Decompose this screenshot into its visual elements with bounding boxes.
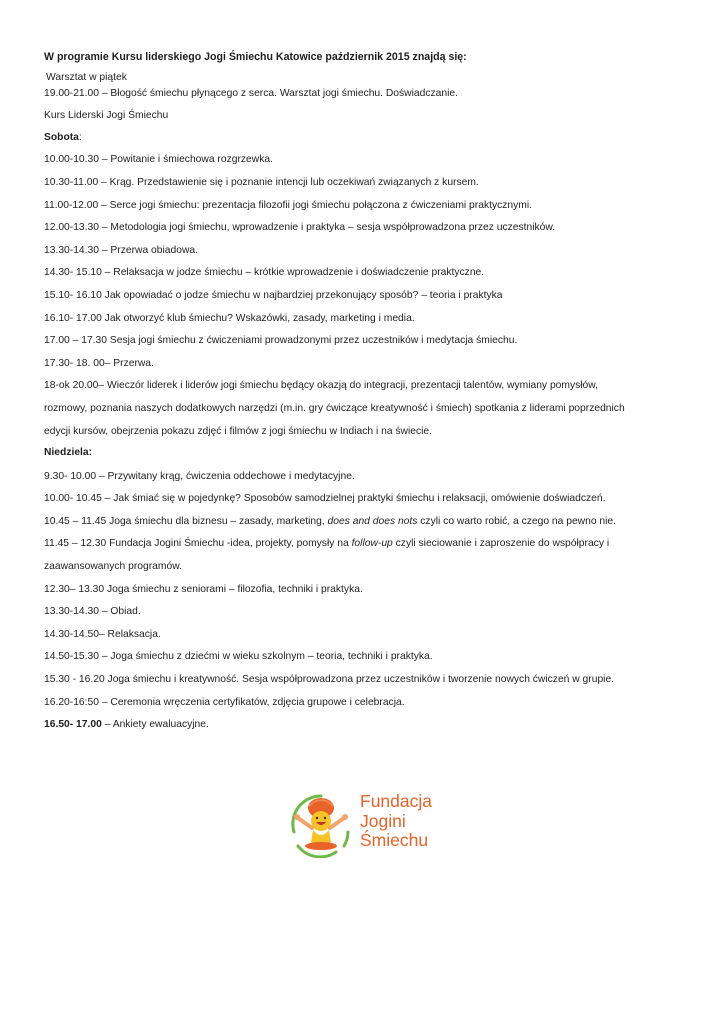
item-text: 10.45 – 11.45 Joga śmiechu dla biznesu – zasady, marketing, <box>44 516 328 527</box>
schedule-item: 15.10- 16.10 Jak opowiadać o jodze śmiechu w najbardziej przekonujący sposób? – teoria i praktyka <box>44 290 503 301</box>
schedule-item: 14.30- 15.10 – Relaksacja w jodze śmiechu – krótkie wprowadzenie i doświadczenie praktyczne. <box>44 267 485 278</box>
schedule-item: 14.50-15.30 – Joga śmiechu z dziećmi w wieku szkolnym – teoria, techniki i praktyka. <box>44 651 433 662</box>
schedule-item: 16.20-16:50 – Ceremonia wręczenia certyfikatów, zdjęcia grupowe i celebracja. <box>44 697 405 708</box>
item-time: 16.50- 17.00 <box>44 719 102 730</box>
item-text: – Ankiety ewaluacyjne. <box>101 719 209 730</box>
schedule-item: 17.30- 18. 00– Przerwa. <box>44 358 154 369</box>
course-label: Kurs Liderski Jogi Śmiechu <box>44 110 169 121</box>
schedule-item: 18-ok 20.00– Wieczór liderek i liderów jogi śmiechu będący okazją do integracji, prezentacji talentów, wymiany pomysłów, <box>44 380 599 391</box>
schedule-item <box>44 516 616 527</box>
logo-line: Śmiechu <box>360 830 429 850</box>
item-text: czyli sieciowanie i zaproszenie do współpracy i <box>392 538 610 549</box>
saturday-heading: Sobota <box>44 132 79 143</box>
logo-line: Jogini <box>360 810 406 831</box>
schedule-item: 16.10- 17.00 Jak otworzyć klub śmiechu? Wskazówki, zasady, marketing i media. <box>44 313 415 324</box>
schedule-item: 10.00- 10.45 – Jak śmiać się w pojedynkę? Sposobów samodzielnej praktyki śmiechu i relaksacji, omówienie doświadczeń. <box>44 493 606 504</box>
foundation-logo-text <box>360 792 432 851</box>
schedule-item: 12.30– 13.30 Joga śmiechu z seniorami – filozofia, techniki i praktyka. <box>44 584 363 595</box>
logo-line: Fundacja <box>360 791 432 811</box>
schedule-item: 13.30-14.30 – Obiad. <box>44 606 141 617</box>
schedule-item-continued: rozmowy, poznania naszych dodatkowych narzędzi (m.in. gry ćwiczące kreatywność i śmiech) spotkania z liderami poprzednich <box>44 403 625 414</box>
schedule-item-continued: edycji kursów, obejrzenia pokazu zdjęć i filmów z jogi śmiechu w Indiach i na świecie. <box>44 426 433 437</box>
schedule-item: 11.00-12.00 – Serce jogi śmiechu: prezentacja filozofii jogi śmiechu połączona z ćwiczeniami praktycznymi. <box>44 200 532 211</box>
laughing-yogi-icon <box>284 788 358 858</box>
saturday-heading-line <box>44 132 82 143</box>
document-title: W programie Kursu liderskiego Jogi Śmiechu Katowice październik 2015 znajdą się: <box>44 51 467 63</box>
item-italic-text: does and does nots <box>327 516 418 527</box>
schedule-item: 13.30-14.30 – Przerwa obiadowa. <box>44 245 198 256</box>
schedule-item <box>44 719 209 730</box>
schedule-item <box>44 538 609 549</box>
schedule-item: 17.00 – 17.30 Sesja jogi śmiechu z ćwiczeniami prowadzonymi przez uczestników i medytacja śmiechu. <box>44 335 518 346</box>
foundation-logo <box>284 788 444 858</box>
sunday-heading: Niedziela: <box>44 447 93 458</box>
item-text: 11.45 – 12.30 Fundacja Jogini Śmiechu -idea, projekty, pomysły na <box>44 538 352 549</box>
saturday-colon: : <box>78 132 82 143</box>
schedule-item: 12.00-13.30 – Metodologia jogi śmiechu, wprowadzenie i praktyka – sesja współprowadzona przez uczestników. <box>44 222 556 233</box>
item-text: czyli co warto robić, a czego na pewno nie. <box>417 516 617 527</box>
schedule-item: 14.30-14.50– Relaksacja. <box>44 629 161 640</box>
item-italic-text: follow-up <box>351 538 393 549</box>
schedule-item: 10.30-11.00 – Krąg. Przedstawienie się i poznanie intencji lub oczekiwań związanych z kursem. <box>44 177 479 188</box>
schedule-item: 9.30- 10.00 – Przywitany krąg, ćwiczenia oddechowe i medytacyjne. <box>44 471 355 482</box>
schedule-item: 10.00-10.30 – Powitanie i śmiechowa rozgrzewka. <box>44 154 273 165</box>
friday-heading: Warsztat w piątek <box>46 72 127 83</box>
schedule-item-continued: zaawansowanych programów. <box>44 561 182 572</box>
friday-item: 19.00-21.00 – Błogość śmiechu płynącego z serca. Warsztat jogi śmiechu. Doświadczanie. <box>44 88 458 99</box>
schedule-item: 15.30 - 16.20 Joga śmiechu i kreatywność. Sesja współprowadzona przez uczestników i tworzenie nowych ćwiczeń w grupie. <box>44 674 615 685</box>
